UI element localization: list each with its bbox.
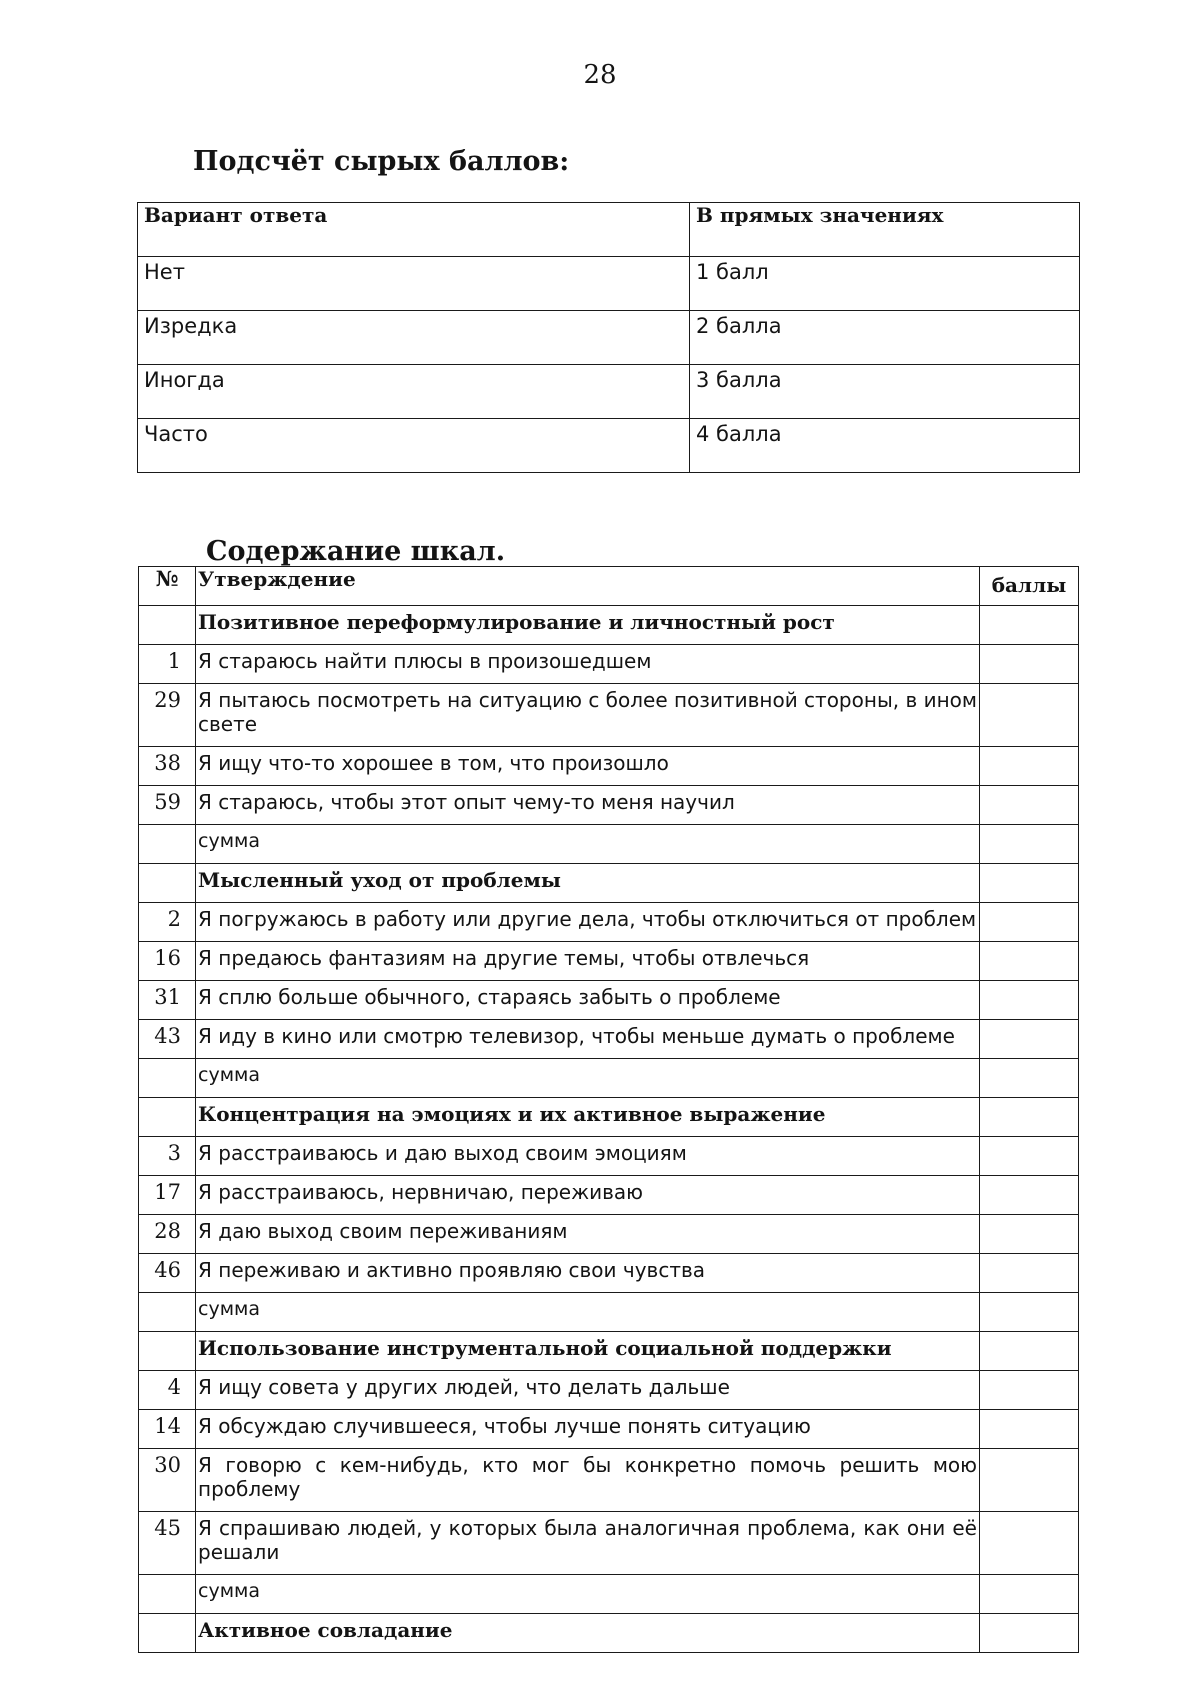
item-statement: Я ищу что-то хорошее в том, что произошло: [196, 747, 980, 786]
item-statement: Я стараюсь, чтобы этот опыт чему-то меня научил: [196, 786, 980, 825]
table-row: [139, 1137, 1079, 1176]
item-number: 2: [139, 903, 196, 942]
item-statement: Я предаюсь фантазиям на другие темы, чтобы отвлечься: [196, 942, 980, 981]
table-row: [139, 903, 1079, 942]
header-statement: Утверждение: [196, 567, 980, 606]
table-row: [139, 1512, 1079, 1575]
answer-cell: Изредка: [138, 311, 690, 365]
item-number: 14: [139, 1410, 196, 1449]
points-cell: [980, 684, 1079, 747]
item-number: 46: [139, 1254, 196, 1293]
item-statement: Я иду в кино или смотрю телевизор, чтобы меньше думать о проблеме: [196, 1020, 980, 1059]
section-title: Активное совладание: [196, 1614, 980, 1653]
header-score: В прямых значениях: [690, 203, 1080, 257]
sum-row: [139, 1059, 1079, 1098]
table-row: [139, 1449, 1079, 1512]
item-statement: Я переживаю и активно проявляю свои чувства: [196, 1254, 980, 1293]
points-cell: [980, 1449, 1079, 1512]
table-row: [138, 419, 1080, 473]
page-number: 28: [583, 60, 617, 90]
item-number: 29: [139, 684, 196, 747]
item-statement: Я обсуждаю случившееся, чтобы лучше понять ситуацию: [196, 1410, 980, 1449]
score-cell: 4 балла: [690, 419, 1080, 473]
points-cell: [980, 981, 1079, 1020]
item-statement: Я расстраиваюсь и даю выход своим эмоциям: [196, 1137, 980, 1176]
item-number: 4: [139, 1371, 196, 1410]
answer-cell: Часто: [138, 419, 690, 473]
points-cell: [980, 1137, 1079, 1176]
table-row: [139, 1410, 1079, 1449]
section-title: Позитивное переформулирование и личностный рост: [196, 606, 980, 645]
points-cell: [980, 1176, 1079, 1215]
item-number: 31: [139, 981, 196, 1020]
points-cell: [980, 1254, 1079, 1293]
sum-row: [139, 825, 1079, 864]
table-row: [139, 981, 1079, 1020]
table-row: [139, 1254, 1079, 1293]
scales-heading: Содержание шкал.: [206, 536, 506, 567]
item-number: 17: [139, 1176, 196, 1215]
item-statement: Я расстраиваюсь, нервничаю, переживаю: [196, 1176, 980, 1215]
item-number: 45: [139, 1512, 196, 1575]
answer-cell: Нет: [138, 257, 690, 311]
points-cell: [980, 1215, 1079, 1254]
table-row: [139, 747, 1079, 786]
points-cell: [980, 747, 1079, 786]
score-cell: 3 балла: [690, 365, 1080, 419]
sum-label: сумма: [196, 1575, 980, 1614]
section-title: Использование инструментальной социальной поддержки: [196, 1332, 980, 1371]
item-number: 1: [139, 645, 196, 684]
points-cell: [980, 1410, 1079, 1449]
item-statement: Я пытаюсь посмотреть на ситуацию с более позитивной стороны, в ином свете: [196, 684, 980, 747]
sum-label: сумма: [196, 1059, 980, 1098]
table-row: [139, 786, 1079, 825]
score-cell: 1 балл: [690, 257, 1080, 311]
table-row: [138, 257, 1080, 311]
table-row: [139, 1371, 1079, 1410]
raw-scores-heading: Подсчёт сырых баллов:: [193, 146, 570, 177]
points-cell: [980, 786, 1079, 825]
answer-cell: Иногда: [138, 365, 690, 419]
table-row: [139, 1020, 1079, 1059]
sum-row: [139, 1293, 1079, 1332]
table-row: [139, 942, 1079, 981]
section-row: [139, 1098, 1079, 1137]
points-cell: [980, 645, 1079, 684]
table-row: [139, 1215, 1079, 1254]
points-cell: [980, 942, 1079, 981]
section-title: Концентрация на эмоциях и их активное выражение: [196, 1098, 980, 1137]
header-points: баллы: [980, 567, 1079, 606]
sum-points-cell: [980, 1059, 1079, 1098]
section-row: [139, 1614, 1079, 1653]
item-number: 16: [139, 942, 196, 981]
points-cell: [980, 1020, 1079, 1059]
section-row: [139, 864, 1079, 903]
raw-scores-table: [137, 202, 1080, 473]
item-number: 59: [139, 786, 196, 825]
item-statement: Я ищу совета у других людей, что делать дальше: [196, 1371, 980, 1410]
item-number: 30: [139, 1449, 196, 1512]
item-number: 3: [139, 1137, 196, 1176]
header-answer: Вариант ответа: [138, 203, 690, 257]
table-row: [138, 365, 1080, 419]
item-number: 43: [139, 1020, 196, 1059]
section-row: [139, 1332, 1079, 1371]
sum-points-cell: [980, 1575, 1079, 1614]
table-row: [139, 645, 1079, 684]
points-cell: [980, 903, 1079, 942]
scales-table: [138, 566, 1079, 1653]
sum-points-cell: [980, 1293, 1079, 1332]
item-statement: Я говорю с кем-нибудь, кто мог бы конкретно помочь решить мою проблему: [196, 1449, 980, 1512]
item-statement: Я сплю больше обычного, стараясь забыть о проблеме: [196, 981, 980, 1020]
header-num: №: [139, 567, 196, 606]
item-statement: Я стараюсь найти плюсы в произошедшем: [196, 645, 980, 684]
table-row: [139, 1176, 1079, 1215]
item-statement: Я погружаюсь в работу или другие дела, чтобы отключиться от проблем: [196, 903, 980, 942]
sum-label: сумма: [196, 825, 980, 864]
section-row: [139, 606, 1079, 645]
table-row: [138, 311, 1080, 365]
item-statement: Я спрашиваю людей, у которых была аналогичная проблема, как они её решали: [196, 1512, 980, 1575]
item-statement: Я даю выход своим переживаниям: [196, 1215, 980, 1254]
points-cell: [980, 1371, 1079, 1410]
item-number: 28: [139, 1215, 196, 1254]
table-header-row: [139, 567, 1079, 606]
item-number: 38: [139, 747, 196, 786]
points-cell: [980, 1512, 1079, 1575]
sum-row: [139, 1575, 1079, 1614]
sum-label: сумма: [196, 1293, 980, 1332]
section-title: Мысленный уход от проблемы: [196, 864, 980, 903]
score-cell: 2 балла: [690, 311, 1080, 365]
table-header-row: [138, 203, 1080, 257]
sum-points-cell: [980, 825, 1079, 864]
table-row: [139, 684, 1079, 747]
